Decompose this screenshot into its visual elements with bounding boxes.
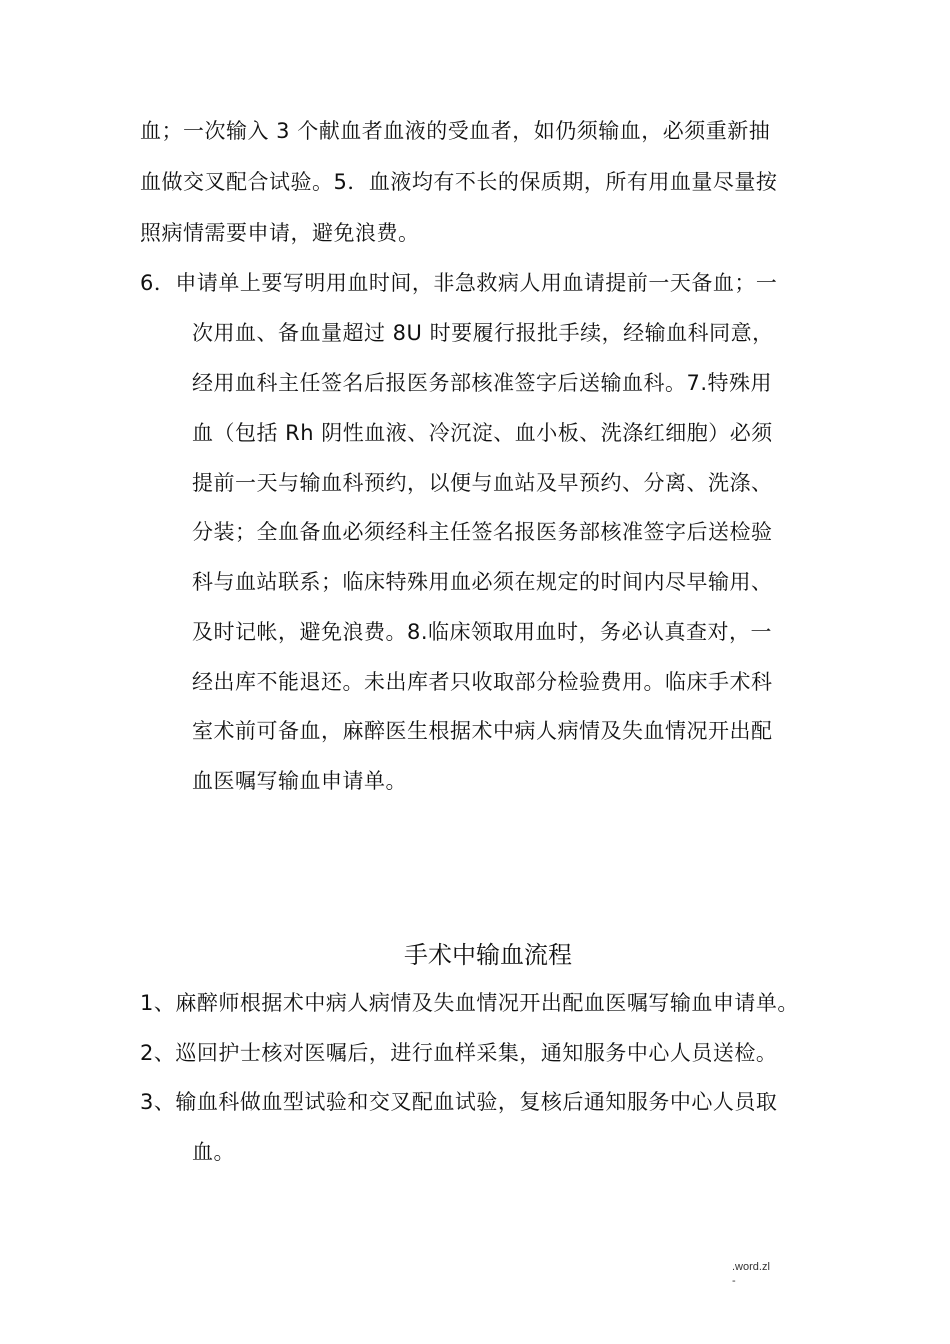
list-item-6-line: 室术前可备血，麻醉医生根据术中病人病情及失血情况开出配 — [192, 719, 773, 743]
procedure-step-1: 1、麻醉师根据术中病人病情及失血情况开出配血医嘱写输血申请单。 — [140, 991, 799, 1015]
footer-watermark: .word.zl — [732, 1261, 770, 1273]
section-title: 手术中输血流程 — [404, 941, 572, 969]
list-item-6-line: 及时记帐，避免浪费。8.临床领取用血时，务必认真查对，一 — [192, 620, 773, 644]
list-item-6-line: 血（包括 Rh 阴性血液、冷沉淀、血小板、洗涤红细胞）必须 — [192, 421, 773, 445]
paragraph-line: 血做交叉配合试验。5．血液均有不长的保质期，所有用血量尽量按 — [140, 170, 778, 194]
paragraph-line: 照病情需要申请，避免浪费。 — [140, 221, 420, 245]
footer-dash: - — [732, 1275, 736, 1287]
paragraph-line: 血；一次输入 3 个献血者血液的受血者，如仍须输血，必须重新抽 — [140, 119, 771, 143]
procedure-step-3-continuation: 血。 — [192, 1140, 235, 1164]
list-item-6-line: 血医嘱写输血申请单。 — [192, 769, 407, 793]
procedure-step-2: 2、巡回护士核对医嘱后，进行血样采集，通知服务中心人员送检。 — [140, 1041, 778, 1065]
list-item-6-line: 6．申请单上要写明用血时间，非急救病人用血请提前一天备血；一 — [140, 271, 778, 295]
list-item-6-line: 提前一天与输血科预约，以便与血站及早预约、分离、洗涤、 — [192, 471, 773, 495]
list-item-6-line: 分装；全血备血必须经科主任签名报医务部核准签字后送检验 — [192, 520, 773, 544]
list-item-6-line: 次用血、备血量超过 8U 时要履行报批手续，经输血科同意， — [192, 321, 774, 345]
list-item-6-line: 科与血站联系；临床特殊用血必须在规定的时间内尽早输用、 — [192, 570, 773, 594]
procedure-step-3: 3、输血科做血型试验和交叉配血试验，复核后通知服务中心人员取 — [140, 1090, 778, 1114]
list-item-6-line: 经出库不能退还。未出库者只收取部分检验费用。临床手术科 — [192, 670, 773, 694]
list-item-6-line: 经用血科主任签名后报医务部核准签字后送输血科。7.特殊用 — [192, 371, 773, 395]
